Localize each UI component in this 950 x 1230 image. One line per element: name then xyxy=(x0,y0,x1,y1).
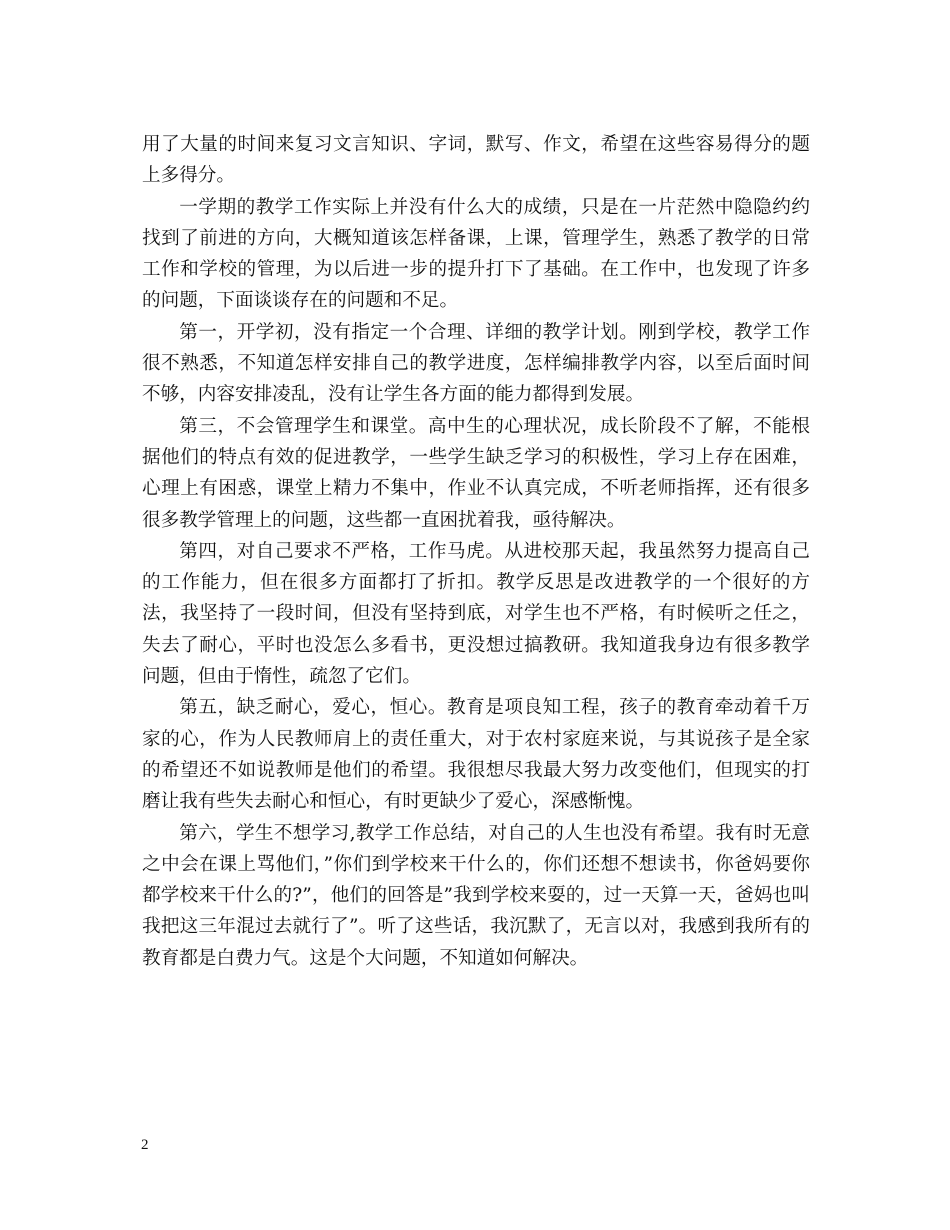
paragraph-first-issue: 第一，开学初，没有指定一个合理、详细的教学计划。刚到学校，教学工作很不熟悉，不知道怎样安排自己的教学进度，怎样编排教学内容，以至后面时间不够，内容安排凌乱，没有让学生各方面的能力都得到发展。 xyxy=(142,321,810,406)
paragraph-sixth-issue: 第六，学生不想学习,教学工作总结，对自己的人生也没有希望。我有时无意之中会在课上骂他们，”你们到学校来干什么的，你们还想不想读书，你爸妈要你都学校来干什么的?”，他们的回答是”我到学校来耍的，过一天算一天，爸妈也叫我把这三年混过去就行了”。听了这些话，我沉默了，无言以对，我感到我所有的教育都是白费力气。这是个大问题，不知道如何解决。 xyxy=(142,822,810,969)
page-number: 2 xyxy=(141,1137,149,1153)
paragraph-continuation: 用了大量的时间来复习文言知识、字词，默写、作文，希望在这些容易得分的题上多得分。 xyxy=(142,134,810,187)
paragraph-third-issue: 第三，不会管理学生和课堂。高中生的心理状况，成长阶段不了解，不能根据他们的特点有效的促进教学，一些学生缺乏学习的积极性，学习上存在困难，心理上有困惑，课堂上精力不集中，作业不认真完成，不听老师指挥，还有很多很多教学管理上的问题，这些都一直困扰着我，亟待解决。 xyxy=(142,415,810,531)
paragraph-fourth-issue: 第四，对自己要求不严格，工作马虎。从进校那天起，我虽然努力提高自己的工作能力，但在很多方面都打了折扣。教学反思是改进教学的一个很好的方法，我坚持了一段时间，但没有坚持到底，对学生也不严格，有时候听之任之，失去了耐心，平时也没怎么多看书，更没想过搞教研。我知道我身边有很多教学问题，但由于惰性，疏忽了它们。 xyxy=(142,540,810,688)
paragraph-fifth-issue: 第五，缺乏耐心，爱心，恒心。教育是项良知工程，孩子的教育牵动着千万家的心，作为人民教师肩上的责任重大，对于农村家庭来说，与其说孩子是全家的希望还不如说教师是他们的希望。我很想尽我最大努力改变他们，但现实的打磨让我有些失去耐心和恒心，有时更缺少了爱心，深感惭愧。 xyxy=(142,697,810,813)
paragraph-semester-summary: 一学期的教学工作实际上并没有什么大的成绩，只是在一片茫然中隐隐约约找到了前进的方向，大概知道该怎样备课，上课，管理学生，熟悉了教学的日常工作和学校的管理，为以后进一步的提升打下了基础。在工作中，也发现了许多的问题，下面谈谈存在的问题和不足。 xyxy=(142,196,810,312)
document-body xyxy=(142,129,810,974)
